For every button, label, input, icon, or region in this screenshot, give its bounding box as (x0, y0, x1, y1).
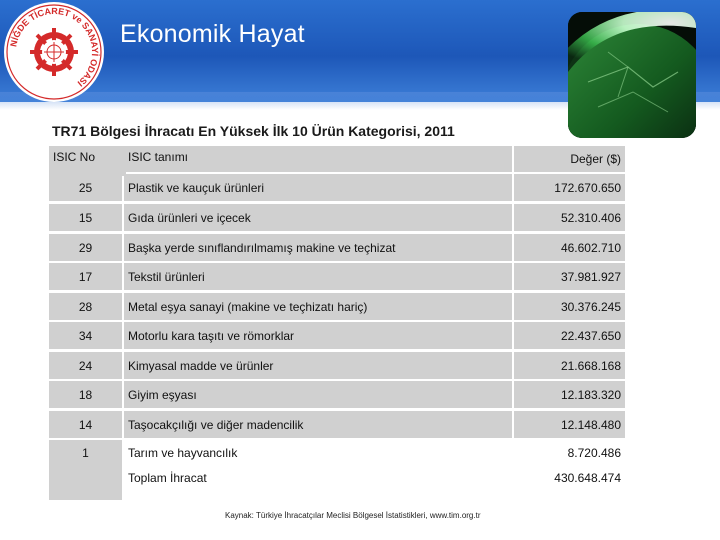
row-value: 172.670.650 (514, 174, 625, 201)
row-code: 17 (49, 263, 122, 290)
row-code: 18 (49, 381, 122, 408)
row-value: 8.720.486 (567, 445, 621, 460)
table-row (49, 234, 625, 261)
row-code: 28 (49, 293, 122, 320)
row-desc: Motorlu kara taşıtı ve römorklar (124, 322, 512, 349)
row-code: 29 (49, 234, 122, 261)
logo-ring-text: NİĞDE TİCARET ve SANAYİ ODASI (8, 5, 101, 89)
row-desc: Kimyasal madde ve ürünler (124, 352, 512, 379)
row-value: 37.981.927 (514, 263, 625, 290)
row-desc: Tekstil ürünleri (124, 263, 512, 290)
table-row (49, 174, 625, 201)
row-code: 14 (49, 411, 122, 438)
row-value: 22.437.650 (514, 322, 625, 349)
row-desc: Taşocakçılığı ve diğer madencilik (124, 411, 512, 438)
table-row (49, 411, 625, 438)
table-row (49, 293, 625, 320)
table-row (49, 263, 625, 290)
row-desc: Tarım ve hayvancılık (128, 445, 238, 460)
source-note: Kaynak: Türkiye İhracatçılar Meclisi Bölgesel İstatistikleri, www.tim.org.tr (225, 511, 481, 520)
earth-photo (568, 12, 696, 138)
row-desc: Başka yerde sınıflandırılmamış makine ve teçhizat (124, 234, 512, 261)
row-code: 24 (49, 352, 122, 379)
row-code: 25 (49, 174, 122, 201)
total-label: Toplam İhracat (128, 471, 207, 485)
row-code: 15 (49, 204, 122, 231)
total-value: 430.648.474 (554, 471, 621, 485)
row-desc: Giyim eşyası (124, 381, 512, 408)
table-row (49, 352, 625, 379)
table-row (49, 322, 625, 349)
table-title: TR71 Bölgesi İhracatı En Yüksek İlk 10 Ürün Kategorisi, 2011 (52, 123, 455, 139)
col-isic-no: ISIC No (49, 146, 126, 176)
row-value: 12.183.320 (514, 381, 625, 408)
row-desc: Metal eşya sanayi (makine ve teçhizatı hariç) (124, 293, 512, 320)
col-isic-desc: ISIC tanımı (124, 146, 512, 172)
row-value: 30.376.245 (514, 293, 625, 320)
chamber-logo (0, 0, 112, 108)
row-desc: Gıda ürünleri ve içecek (124, 204, 512, 231)
row-value: 21.668.168 (514, 352, 625, 379)
table-row (49, 204, 625, 231)
page-title: Ekonomik Hayat (120, 20, 305, 48)
row-value: 52.310.406 (514, 204, 625, 231)
col-value: Değer ($) (514, 146, 625, 172)
table-row (49, 381, 625, 408)
table-header-row (49, 146, 625, 172)
row-code: 1 (49, 440, 122, 500)
total-row (49, 467, 625, 489)
row-code: 34 (49, 322, 122, 349)
row-desc: Plastik ve kauçuk ürünleri (124, 174, 512, 201)
row-value: 12.148.480 (514, 411, 625, 438)
gear-icon (30, 28, 78, 76)
row-value: 46.602.710 (514, 234, 625, 261)
